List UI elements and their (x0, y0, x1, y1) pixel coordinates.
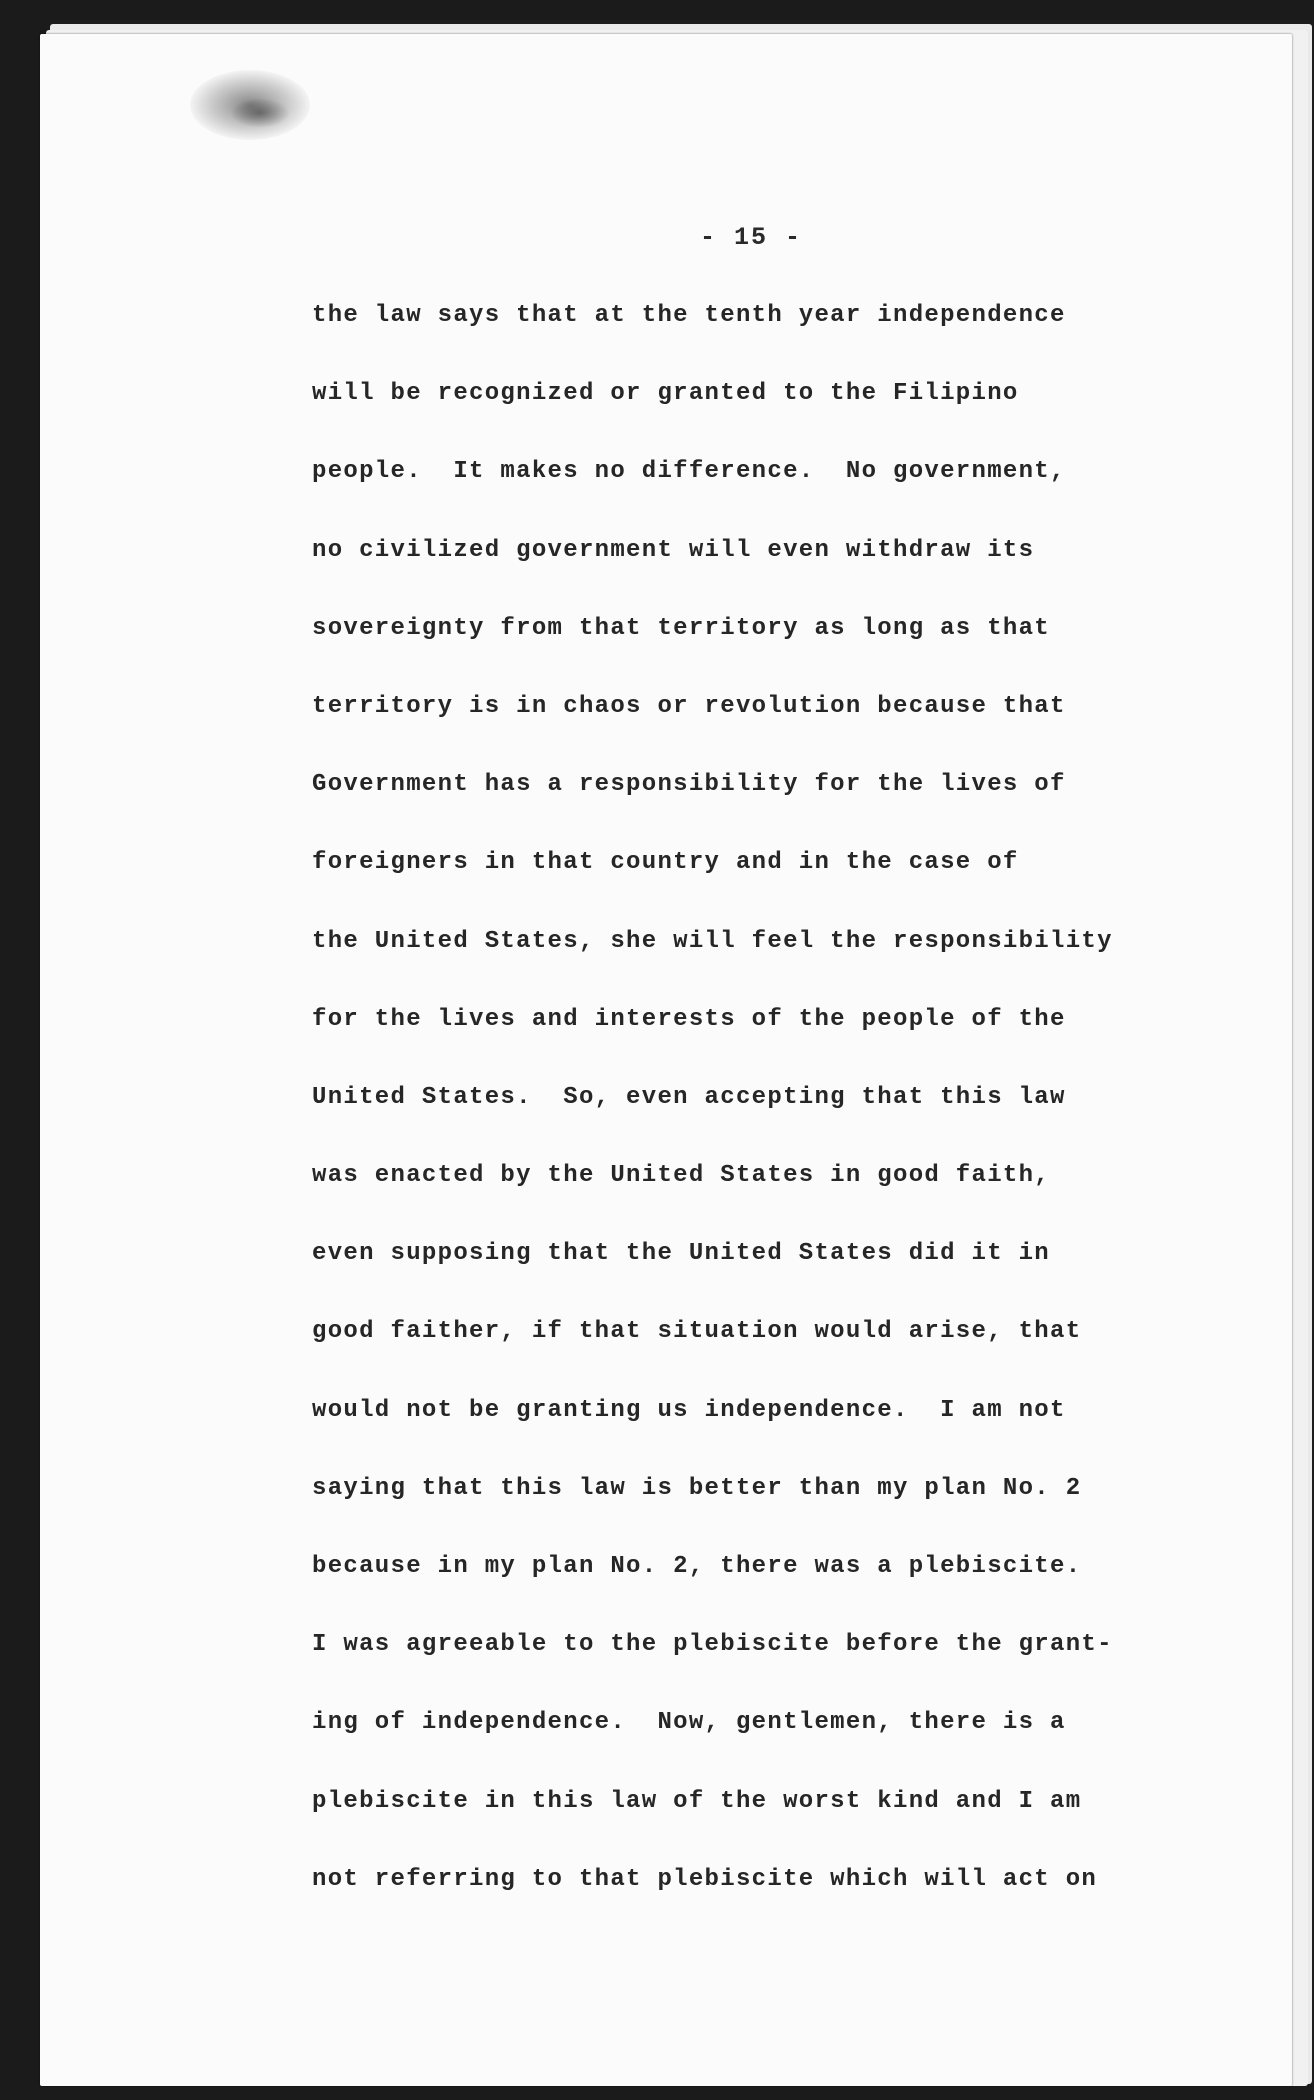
text-line: United States. So, even accepting that this law (312, 1083, 1066, 1111)
text-line: foreigners in that country and in the case of (312, 849, 1019, 877)
text-line: because in my plan No. 2, there was a plebiscite. (312, 1553, 1082, 1580)
text-line: people. It makes no difference. No government, (312, 458, 1066, 486)
text-line: the United States, she will feel the responsibility (312, 927, 1113, 955)
text-line: for the lives and interests of the people of the (312, 1005, 1066, 1033)
text-line: sovereignty from that territory as long as that (312, 614, 1051, 642)
text-line: plebiscite in this law of the worst kind and I am (312, 1787, 1082, 1815)
text-line: will be recognized or granted to the Filipino (312, 380, 1019, 408)
text-line: would not be granting us independence. I am not (312, 1396, 1066, 1424)
text-line: good faither, if that situation would arise, that (312, 1318, 1082, 1346)
ink-smudge (230, 98, 290, 128)
text-line: I was agreeable to the plebiscite before the grant- (312, 1631, 1113, 1659)
page-number: - 15 - (700, 223, 803, 252)
text-line: even supposing that the United States did it in (312, 1240, 1051, 1268)
text-line: ing of independence. Now, gentlemen, there is a (312, 1709, 1066, 1737)
text-line: the law says that at the tenth year independence (312, 302, 1066, 329)
text-line: not referring to that plebiscite which will act on (312, 1865, 1098, 1893)
text-line: territory is in chaos or revolution because that (312, 692, 1066, 720)
text-line: Government has a responsibility for the lives of (312, 771, 1066, 799)
text-line: was enacted by the United States in good faith, (312, 1162, 1051, 1190)
text-line: no civilized government will even withdraw its (312, 536, 1035, 564)
body-text (312, 298, 1172, 1940)
text-line: saying that this law is better than my plan No. 2 (312, 1474, 1082, 1502)
